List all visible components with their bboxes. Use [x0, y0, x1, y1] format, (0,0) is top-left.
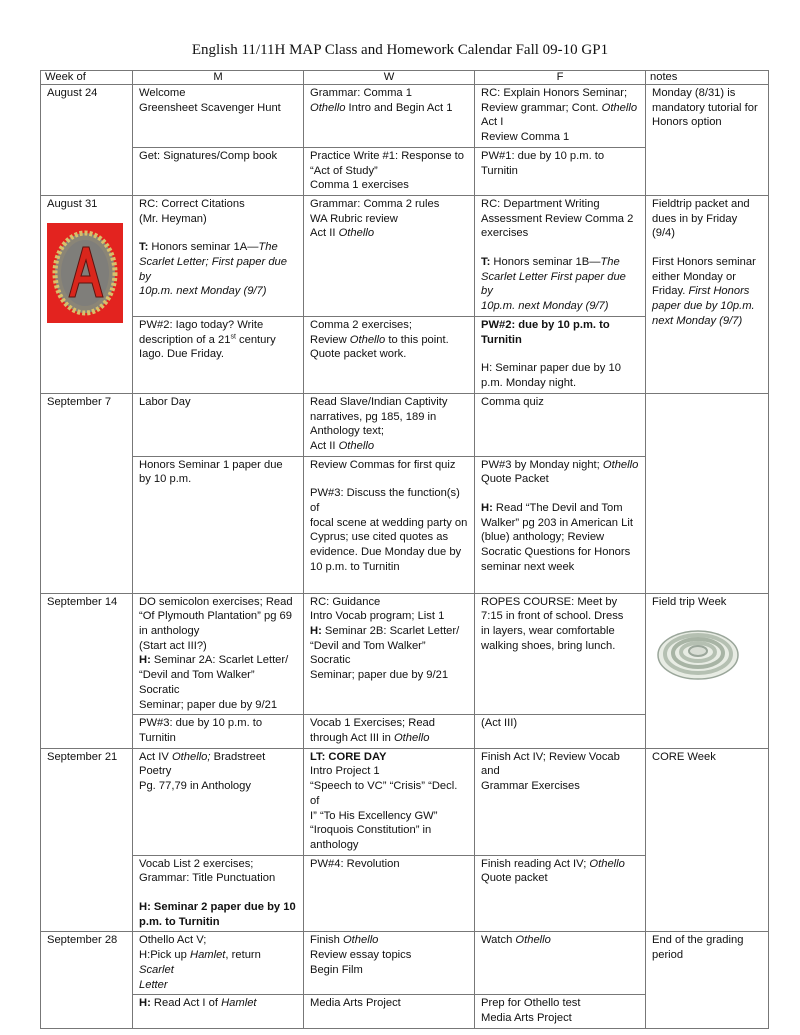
- cell-text: Seminar 2B: Scarlet Letter/: [321, 625, 460, 638]
- notes-cell: [646, 85, 769, 196]
- cell-text: Bradstreet Poetry: [139, 750, 266, 778]
- notes-cell: [646, 748, 769, 932]
- week-label: September 14: [41, 593, 133, 748]
- cell-line: [139, 948, 297, 977]
- cell-text: Seminar 2A: Scarlet Letter/: [150, 654, 289, 667]
- week-row: [41, 85, 769, 148]
- cell-line: Practice Write #1: Response to: [310, 149, 465, 162]
- cell-line: Seminar; paper due by 9/21: [139, 698, 278, 711]
- cell-line: [481, 933, 639, 948]
- cell-line: CORE Week: [652, 750, 716, 763]
- cell-line: [310, 933, 468, 948]
- week-label: September 28: [41, 932, 133, 1028]
- cell-line: PW#2: Iago today? Write: [139, 318, 264, 331]
- cell-line: Cyprus; use cited quotes as: [310, 531, 449, 544]
- wednesday-cell: [304, 995, 475, 1028]
- cell-line: Vocab List 2 exercises;: [139, 857, 254, 870]
- cell-line: (blue) anthology; Review: [481, 531, 605, 544]
- cell-text: description of a 21: [139, 333, 231, 346]
- cell-text: H:Pick up: [139, 949, 190, 962]
- cell-line: “Act of Study”: [310, 164, 378, 177]
- red-letter-a-emblem-icon: [47, 223, 123, 323]
- cell-line: Prep for Othello test: [481, 997, 581, 1010]
- cell-line: walking shoes, bring lunch.: [481, 639, 616, 652]
- cell-line: period: [652, 949, 684, 962]
- cell-line: Pg. 77,79 in Anthology: [139, 780, 251, 793]
- book-title: Othello: [338, 227, 375, 240]
- cell-line: PW#2: due by 10 p.m. to: [481, 318, 610, 331]
- wednesday-cell: [304, 316, 475, 393]
- cell-text: PW#3 by Monday night;: [481, 458, 603, 471]
- cell-line: Vocab 1 Exercises; Read: [310, 717, 435, 730]
- monday-cell: [133, 195, 304, 316]
- week-row: [41, 748, 769, 855]
- cell-text: Review grammar; Cont.: [481, 101, 602, 114]
- cell-line: Welcome: [139, 87, 186, 99]
- cell-line: RC: Guidance: [310, 595, 381, 608]
- cell-line: anthology: [310, 838, 359, 851]
- cell-line: WA Rubric review: [310, 212, 398, 225]
- cell-text: T:: [139, 241, 149, 254]
- notes-cell: [646, 593, 769, 748]
- cell-line: Socratic Questions for Honors: [481, 546, 631, 559]
- wednesday-cell: [304, 748, 475, 855]
- cell-line: [481, 857, 639, 872]
- wednesday-cell: [304, 195, 475, 316]
- cell-line: [310, 731, 468, 746]
- cell-line: 10p.m. next Monday (9/7): [139, 285, 267, 298]
- cell-line: narratives, pg 185, 189 in: [310, 410, 437, 423]
- cell-line: either Monday or: [652, 270, 736, 283]
- cell-text: century: [235, 333, 276, 346]
- coiled-rope-image-icon: [654, 621, 742, 685]
- cell-line: Intro Vocab program; List 1: [310, 610, 445, 623]
- cell-line: p.m. to Turnitin: [139, 915, 220, 928]
- monday-cell: [133, 85, 304, 148]
- monday-cell: [133, 316, 304, 393]
- book-title: Scarlet: [139, 963, 174, 976]
- header-wednesday: W: [304, 71, 475, 85]
- cell-text: Act II: [310, 439, 339, 452]
- cell-line: I” “To His Excellency GW”: [310, 809, 438, 822]
- cell-line: “Speech to VC” “Crisis” “Decl. of: [310, 780, 458, 807]
- cell-line: Anthology text;: [310, 425, 385, 438]
- cell-line: in layers, wear comfortable: [481, 625, 615, 638]
- monday-cell: [133, 147, 304, 195]
- cell-line: focal scene at wedding party on: [310, 516, 468, 529]
- cell-text: Review: [310, 333, 350, 346]
- friday-cell: [475, 393, 646, 456]
- book-title: Othello: [393, 731, 430, 744]
- cell-line: Greensheet Scavenger Hunt: [139, 101, 281, 114]
- cell-line: Act I: [481, 116, 504, 129]
- cell-line: Field trip Week: [652, 595, 727, 608]
- cell-text: H:: [139, 997, 151, 1010]
- monday-cell: [133, 593, 304, 715]
- wednesday-cell: [304, 593, 475, 715]
- cell-text: Finish: [310, 934, 343, 947]
- notes-cell: [646, 932, 769, 1028]
- cell-line: Get: Signatures/Comp book: [139, 149, 278, 162]
- cell-line: Review essay topics: [310, 949, 412, 962]
- cell-line: First Honors seminar: [652, 256, 756, 269]
- cell-line: [139, 996, 297, 1011]
- book-title: Othello: [310, 101, 346, 114]
- cell-line: dues in by Friday (9/4): [652, 212, 738, 240]
- cell-line: Comma 1 exercises: [310, 179, 409, 192]
- cell-line: Othello Act V;: [139, 934, 207, 947]
- cell-line: Begin Film: [310, 963, 363, 976]
- cell-line: [139, 750, 297, 779]
- notes-cell: [646, 393, 769, 593]
- cell-line: Read Slave/Indian Captivity: [310, 395, 448, 408]
- cell-line: Review Commas for first quiz: [310, 458, 456, 471]
- week-label: September 21: [41, 748, 133, 932]
- book-title: Othello: [602, 458, 639, 471]
- friday-cell: [475, 456, 646, 593]
- cell-text: Act II: [310, 227, 339, 240]
- cell-line: PW#3: due by 10 p.m. to: [139, 717, 263, 730]
- cell-line: H: Seminar paper due by 10: [481, 362, 621, 375]
- week-label-cell: [41, 195, 133, 393]
- cell-line: Review Comma 1: [481, 131, 570, 144]
- header-friday: F: [475, 71, 646, 85]
- cell-line: Comma quiz: [481, 395, 544, 408]
- cell-line: “Devil and Tom Walker” Socratic: [310, 639, 426, 667]
- cell-line: 10 p.m. to Turnitin: [310, 560, 400, 573]
- cell-text: Honors seminar 1A—: [148, 241, 259, 254]
- superscript: st: [230, 332, 236, 340]
- wednesday-cell: [304, 932, 475, 995]
- cell-text: Read Act I of: [150, 997, 222, 1010]
- cell-line: Honors option: [652, 116, 722, 129]
- cell-text: Intro and Begin Act 1: [345, 101, 453, 114]
- friday-cell: [475, 748, 646, 855]
- cell-text: through Act III in: [310, 731, 394, 744]
- friday-cell: [475, 715, 646, 748]
- cell-text: Watch: [481, 934, 516, 947]
- friday-cell: [475, 593, 646, 715]
- cell-line: by 10 p.m.: [139, 473, 192, 486]
- week-label: September 7: [41, 393, 133, 593]
- cell-line: [139, 653, 297, 668]
- week-row: [41, 195, 769, 316]
- cell-line: RC: Correct Citations: [139, 197, 245, 210]
- cell-line: Turnitin: [481, 164, 518, 177]
- cell-line: mandatory tutorial for: [652, 101, 758, 114]
- cell-text: Finish reading Act IV;: [481, 857, 590, 870]
- cell-line: Grammar: Title Punctuation: [139, 872, 276, 885]
- friday-cell: [475, 147, 646, 195]
- monday-cell: [133, 995, 304, 1028]
- cell-line: evidence. Due Monday due by: [310, 546, 462, 559]
- monday-cell: [133, 855, 304, 932]
- cell-line: Quote packet: [481, 872, 548, 885]
- book-title: Othello: [342, 934, 379, 947]
- cell-text: H:: [481, 502, 493, 515]
- cell-text: Act IV: [139, 750, 172, 763]
- cell-line: paper due by 10p.m.: [652, 300, 755, 313]
- cell-line: Fieldtrip packet and: [652, 197, 750, 210]
- cell-line: (Start act III?): [139, 639, 207, 652]
- cell-line: [310, 333, 468, 348]
- cell-line: Grammar Exercises: [481, 780, 580, 793]
- cell-line: DO semicolon exercises; Read: [139, 595, 293, 608]
- cell-line: Assessment Review Comma 2: [481, 212, 634, 225]
- cell-text: First Honors: [688, 285, 750, 298]
- cell-line: Seminar; paper due by 9/21: [310, 669, 449, 682]
- friday-cell: [475, 85, 646, 148]
- cell-line: Turnitin: [481, 333, 522, 346]
- cell-line: Scarlet Letter First paper due by: [481, 270, 626, 298]
- header-monday: M: [133, 71, 304, 85]
- week-row: [41, 593, 769, 715]
- week-row: [41, 393, 769, 456]
- monday-cell: [133, 456, 304, 593]
- friday-cell: [475, 932, 646, 995]
- cell-line: End of the grading: [652, 934, 744, 947]
- cell-text: The: [600, 256, 620, 269]
- cell-text: H:: [310, 625, 322, 638]
- page-title: English 11/11H MAP Class and Homework Calendar Fall 09-10 GP1: [191, 42, 609, 58]
- cell-line: 10p.m. next Monday (9/7): [481, 300, 609, 313]
- monday-cell: [133, 748, 304, 855]
- cell-line: “Of Plymouth Plantation” pg 69: [139, 610, 292, 623]
- cell-line: Grammar: Comma 2 rules: [310, 197, 440, 210]
- cell-line: [310, 439, 468, 454]
- cell-line: [310, 226, 468, 241]
- cell-line: Monday (8/31) is: [652, 87, 736, 99]
- cell-line: PW#4: Revolution: [310, 857, 400, 870]
- week-label: August 31: [47, 197, 98, 210]
- cell-line: Intro Project 1: [310, 765, 380, 778]
- cell-line: RC: Explain Honors Seminar;: [481, 87, 628, 99]
- cell-line: Turnitin: [139, 731, 176, 744]
- cell-line: [310, 101, 468, 116]
- cell-line: (Act III): [481, 717, 518, 730]
- calendar-table: [40, 70, 769, 1029]
- cell-line: ROPES COURSE: Meet by: [481, 595, 618, 608]
- cell-text: Read “The Devil and Tom: [492, 502, 623, 515]
- cell-text: to this point.: [385, 333, 449, 346]
- cell-line: Walker” pg 203 in American Lit: [481, 516, 633, 529]
- cell-line: next Monday (9/7): [652, 314, 743, 327]
- cell-line: Media Arts Project: [481, 1011, 572, 1024]
- cell-text: Honors seminar 1B—: [490, 256, 601, 269]
- cell-line: Quote packet work.: [310, 348, 407, 361]
- cell-line: [310, 624, 468, 639]
- book-title: Hamlet: [221, 997, 257, 1010]
- book-title: Othello;: [171, 750, 211, 763]
- cell-line: Finish Act IV; Review Vocab and: [481, 750, 620, 778]
- wednesday-cell: [304, 393, 475, 456]
- wednesday-cell: [304, 715, 475, 748]
- book-title: Othello: [589, 857, 625, 870]
- book-title: Othello: [349, 333, 386, 346]
- cell-line: Labor Day: [139, 395, 191, 408]
- week-label: August 24: [41, 85, 133, 196]
- cell-line: [652, 284, 762, 299]
- cell-line: [481, 255, 639, 270]
- monday-cell: [133, 715, 304, 748]
- cell-line: exercises: [481, 227, 529, 240]
- monday-cell: [133, 932, 304, 995]
- cell-line: Iago. Due Friday.: [139, 348, 224, 361]
- cell-line: Scarlet Letter; First paper due by: [139, 256, 287, 283]
- cell-line: p.m. Monday night.: [481, 376, 577, 389]
- book-title: Hamlet: [189, 949, 226, 962]
- friday-cell: [475, 316, 646, 393]
- cell-text: , return: [225, 949, 261, 962]
- cell-line: [481, 458, 639, 473]
- book-title: Othello: [601, 101, 638, 114]
- wednesday-cell: [304, 147, 475, 195]
- wednesday-cell: [304, 456, 475, 593]
- cell-line: Quote Packet: [481, 473, 549, 486]
- cell-line: 7:15 in front of school. Dress: [481, 610, 624, 623]
- cell-line: Comma 2 exercises;: [310, 318, 412, 331]
- cell-line: (Mr. Heyman): [139, 212, 207, 225]
- cell-line: H: Seminar 2 paper due by 10: [139, 901, 296, 914]
- friday-cell: [475, 995, 646, 1028]
- notes-cell: [646, 195, 769, 393]
- cell-line: in anthology: [139, 625, 200, 638]
- cell-line: “Devil and Tom Walker” Socratic: [139, 669, 255, 696]
- cell-line: seminar next week: [481, 560, 575, 573]
- friday-cell: [475, 855, 646, 932]
- cell-line: RC: Department Writing: [481, 197, 600, 210]
- cell-line: “Iroquois Constitution” in: [310, 824, 432, 837]
- wednesday-cell: [304, 85, 475, 148]
- cell-text: H:: [139, 654, 151, 667]
- cell-text: Friday.: [652, 285, 689, 298]
- cell-line: Grammar: Comma 1: [310, 87, 412, 99]
- wednesday-cell: [304, 855, 475, 932]
- cell-line: Honors Seminar 1 paper due: [139, 458, 283, 471]
- cell-line: Letter: [139, 978, 168, 991]
- header-week-of: Week of: [41, 71, 133, 85]
- monday-cell: [133, 393, 304, 456]
- cell-line: [481, 101, 639, 116]
- cell-line: PW#3: Discuss the function(s) of: [310, 487, 460, 515]
- cell-line: Media Arts Project: [310, 997, 401, 1010]
- header-notes: notes: [646, 71, 769, 85]
- week-row: [41, 932, 769, 995]
- cell-text: The: [258, 241, 278, 254]
- cell-text: T:: [481, 256, 491, 269]
- cell-line: PW#1: due by 10 p.m. to: [481, 149, 605, 162]
- friday-cell: [475, 195, 646, 316]
- book-title: Othello: [515, 934, 551, 947]
- cell-line: [139, 240, 297, 255]
- cell-line: [481, 501, 639, 516]
- book-title: Othello: [338, 439, 375, 452]
- cell-line: [139, 333, 297, 348]
- cell-line: LT: CORE DAY: [310, 750, 387, 763]
- header-row: [41, 71, 769, 85]
